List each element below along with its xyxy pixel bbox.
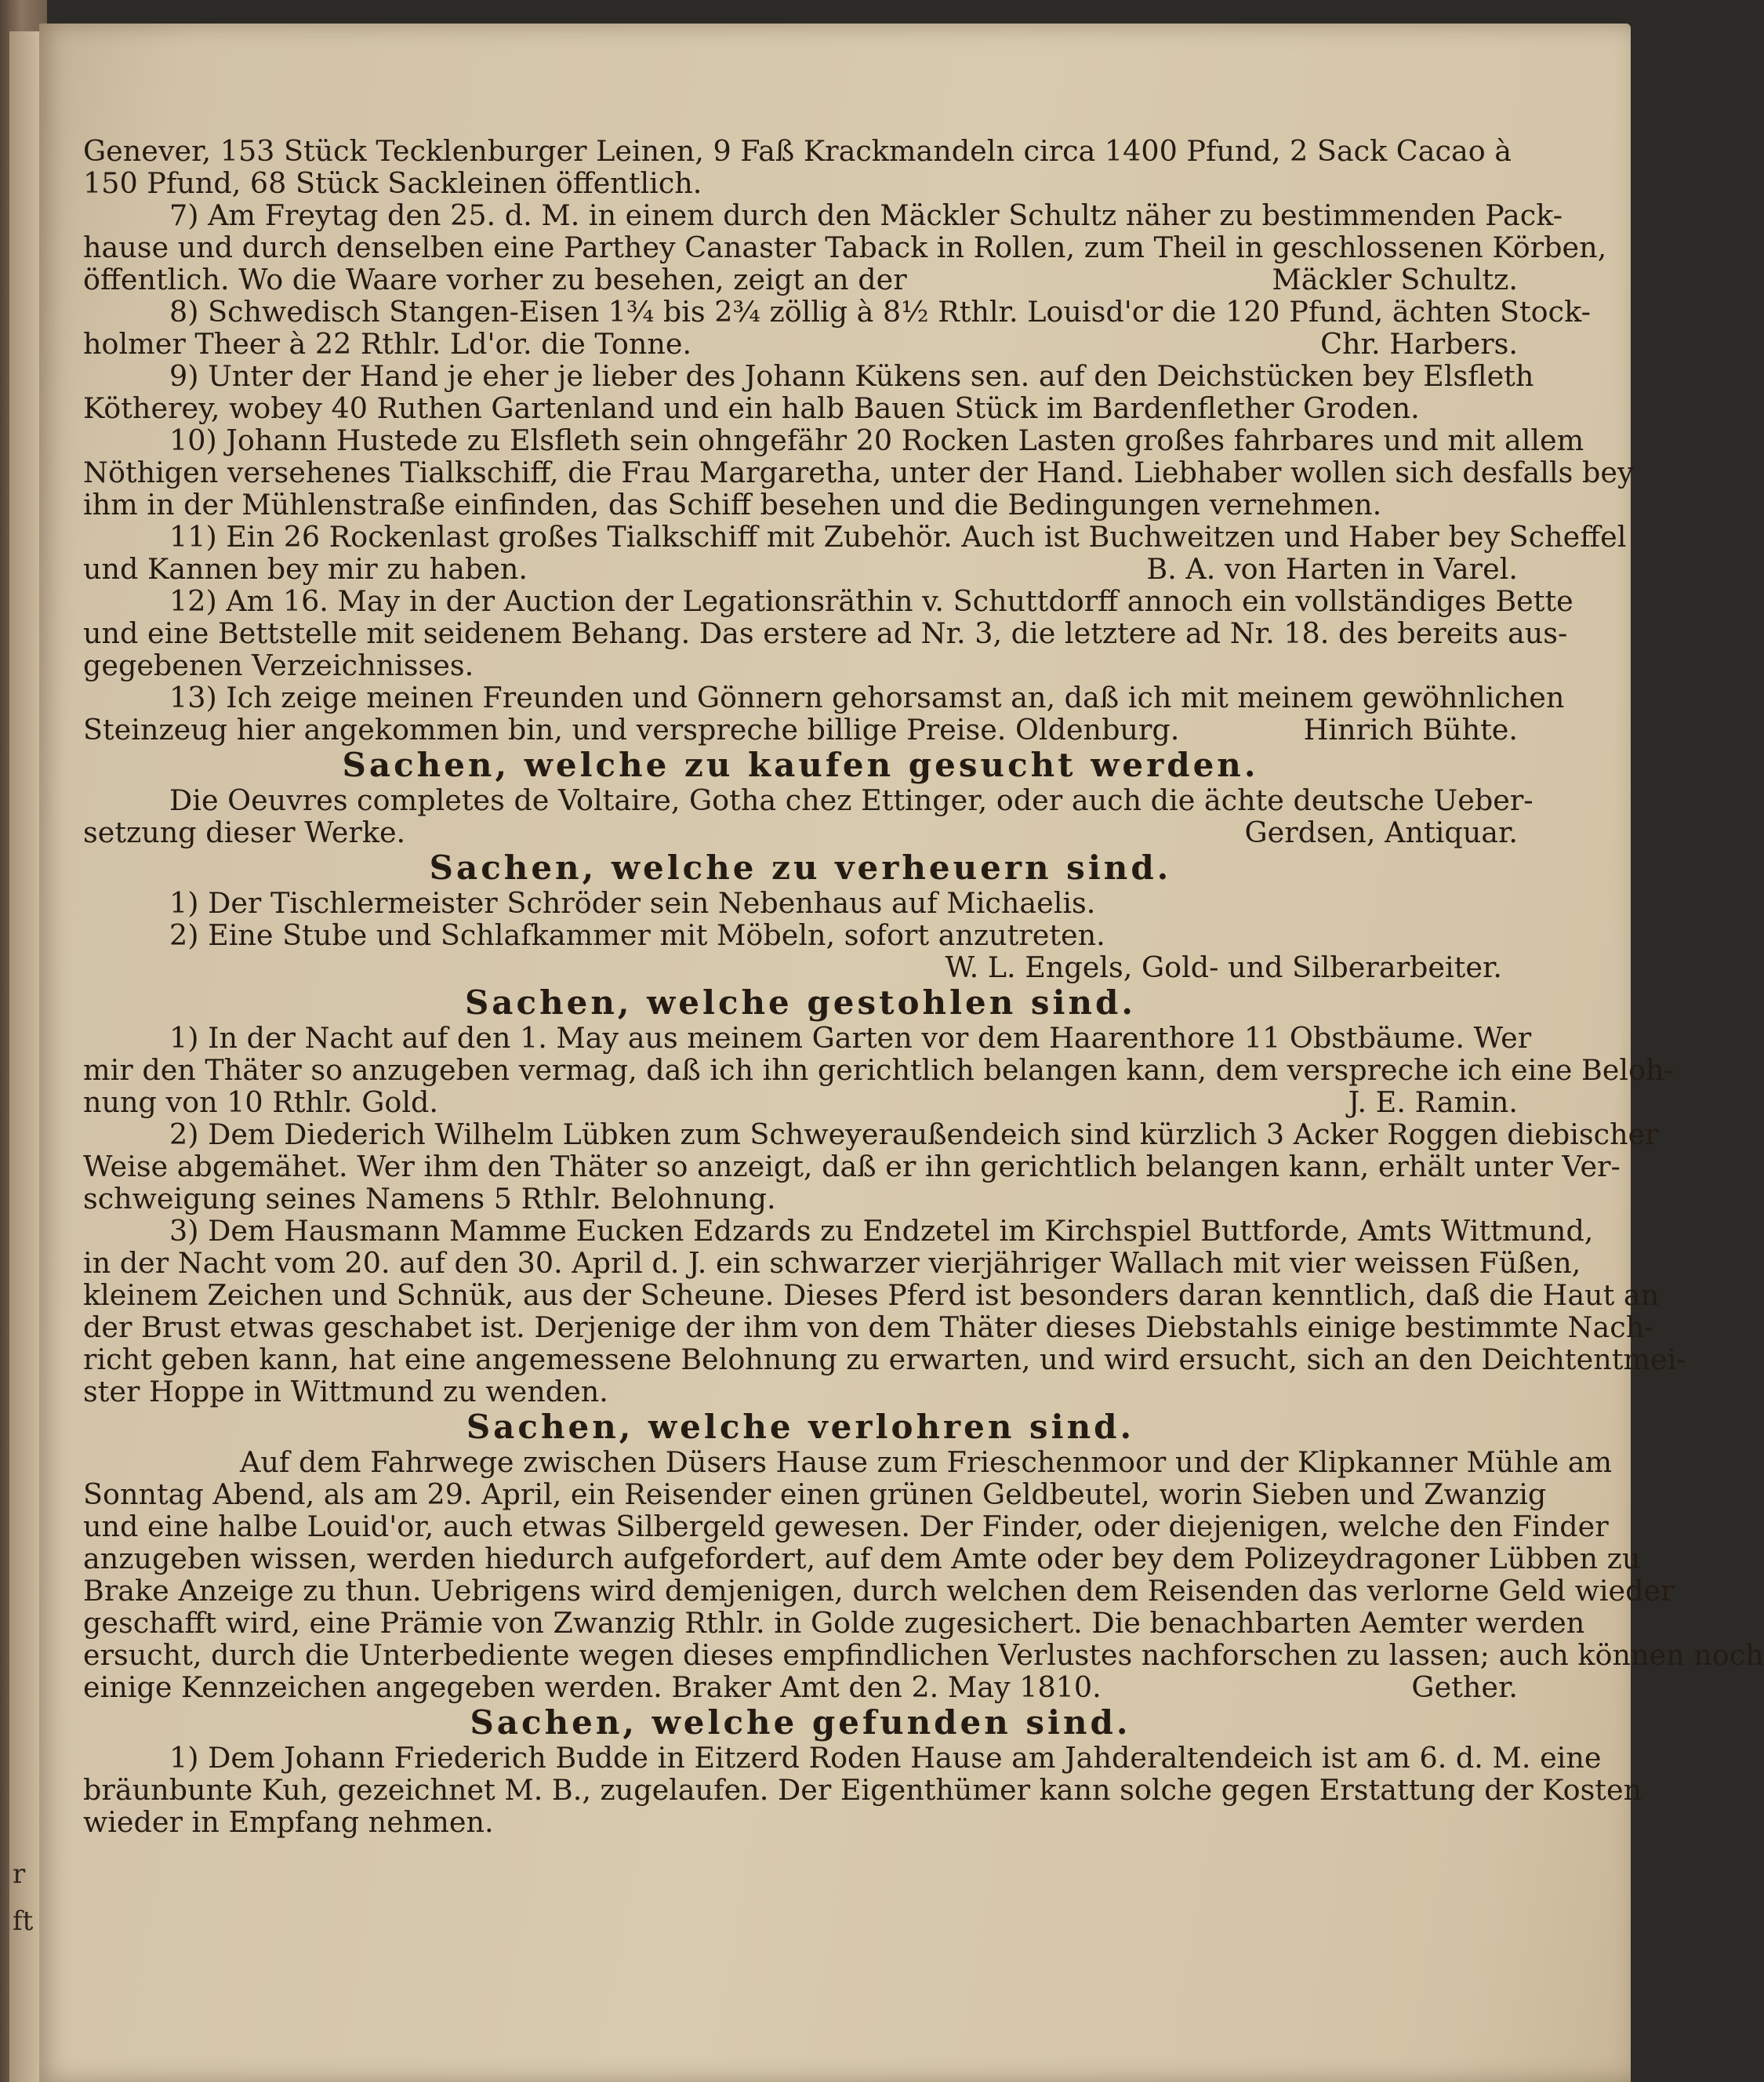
text-line: 8) Schwedisch Stangen-Eisen 1¾ bis 2¾ zöllig à 8½ Rthlr. Louisd'or die 120 Pfund, ächten Stock- — [169, 295, 1591, 329]
text-line — [83, 714, 1518, 746]
text-line: 2) Dem Diederich Wilhelm Lübken zum Schweyeraußendeich sind kürzlich 3 Acker Roggen diebischer — [169, 1117, 1659, 1151]
text-line: kleinem Zeichen und Schnük, aus der Scheune. Dieses Pferd ist besonders daran kenntlich, daß die Haut an — [83, 1278, 1660, 1312]
text-line: mir den Thäter so anzugeben vermag, daß ich ihn gerichtlich belangen kann, dem verspreche ich eine Beloh- — [83, 1053, 1674, 1087]
text-line: Genever, 153 Stück Tecklenburger Leinen, 9 Faß Krackmandeln circa 1400 Pfund, 2 Sack Cacao à — [83, 134, 1512, 168]
section-heading-gefunden: Sachen, welche gefunden sind. — [470, 1703, 1131, 1742]
signature: Gether. — [1411, 1670, 1518, 1704]
text-line: und eine Bettstelle mit seidenem Behang. Das erstere ad Nr. 3, die letztere ad Nr. 18. des bereits aus- — [83, 616, 1568, 650]
text-line: 1) Dem Johann Friederich Budde in Eitzerd Roden Hause am Jahderaltendeich ist am 6. d. M. eine — [169, 1741, 1602, 1775]
text-line: Weise abgemähet. Wer ihm den Thäter so anzeigt, daß er ihn gerichtlich belangen kann, erhält unter Ver- — [83, 1150, 1621, 1183]
text-fragment: Steinzeug hier angekommen bin, und verspreche billige Preise. Oldenburg. — [83, 713, 1180, 747]
signature: Gerdsen, Antiquar. — [1244, 816, 1518, 849]
text-line — [83, 328, 1518, 360]
signature: Mäckler Schultz. — [1272, 263, 1518, 296]
text-line: 1) In der Nacht auf den 1. May aus meinem Garten vor dem Haarenthore 11 Obstbäume. Wer — [169, 1021, 1532, 1055]
section-heading-verheuern: Sachen, welche zu verheuern sind. — [429, 848, 1172, 887]
text-line: 9) Unter der Hand je eher je lieber des Johann Kükens sen. auf den Deichstücken bey Elsfleth — [169, 359, 1534, 393]
text-line: Auf dem Fahrwege zwischen Düsers Hause zum Frieschenmoor und der Klipkanner Mühle am — [240, 1445, 1613, 1479]
section-heading-gestohlen: Sachen, welche gestohlen sind. — [464, 983, 1137, 1022]
signature: Hinrich Bühte. — [1303, 713, 1518, 747]
text-line — [83, 816, 1518, 848]
text-line: Die Oeuvres completes de Voltaire, Gotha chez Ettinger, oder auch die ächte deutsche Ueber- — [169, 783, 1534, 817]
signature: W. L. Engels, Gold- und Silberarbeiter. — [945, 950, 1502, 984]
text-line: schweigung seines Namens 5 Rthlr. Belohnung. — [83, 1182, 776, 1215]
text-line: hause und durch denselben eine Parthey Canaster Taback in Rollen, zum Theil in geschlossenen Körben, — [83, 231, 1607, 264]
text-line: 11) Ein 26 Rockenlast großes Tialkschiff mit Zubehör. Auch ist Buchweitzen und Haber bey Scheffel — [169, 520, 1627, 554]
margin-letter: ft — [13, 1906, 34, 1937]
text-line: Kötherey, wobey 40 Ruthen Gartenland und ein halb Bauen Stück im Bardenflether Groden. — [83, 391, 1420, 425]
text-line: anzugeben wissen, werden hiedurch aufgefordert, auf dem Amte oder bey dem Polizeydragoner Lübben zu — [83, 1542, 1641, 1575]
text-line: und eine halbe Louid'or, auch etwas Silbergeld gewesen. Der Finder, oder diejenigen, welche den Finder — [83, 1510, 1609, 1543]
text-line: 10) Johann Hustede zu Elsfleth sein ohngefähr 20 Rocken Lasten großes fahrbares und mit allem — [169, 423, 1584, 457]
text-fragment: nung von 10 Rthlr. Gold. — [83, 1085, 438, 1119]
text-line: der Brust etwas geschabet ist. Derjenige der ihm von dem Thäter dieses Diebstahls einige bestimmte Nach- — [83, 1310, 1654, 1344]
text-line: 2) Eine Stube und Schlafkammer mit Möbeln, sofort anzutreten. — [169, 918, 1105, 952]
signature: J. E. Ramin. — [1348, 1085, 1518, 1119]
previous-page-edge — [9, 31, 41, 2082]
text-line: Brake Anzeige zu thun. Uebrigens wird demjenigen, durch welchen dem Reisenden das verlorne Geld wieder — [83, 1574, 1675, 1608]
text-line: ster Hoppe in Wittmund zu wenden. — [83, 1375, 608, 1408]
text-fragment: holmer Theer à 22 Rthlr. Ld'or. die Tonne. — [83, 327, 692, 361]
text-line: 7) Am Freytag den 25. d. M. in einem durch den Mäckler Schultz näher zu bestimmenden Pack- — [169, 198, 1563, 232]
text-line — [83, 263, 1518, 296]
text-line — [83, 1086, 1518, 1118]
text-line: geschafft wird, eine Prämie von Zwanzig Rthlr. in Golde zugesichert. Die benachbarten Aemter werden — [83, 1606, 1585, 1640]
page-text — [83, 134, 1764, 1839]
text-line: in der Nacht vom 20. auf den 30. April d. J. ein schwarzer vierjähriger Wallach mit vier weissen Füßen, — [83, 1246, 1581, 1280]
text-line: 12) Am 16. May in der Auction der Legationsräthin v. Schuttdorff annoch ein vollständiges Bette — [169, 584, 1573, 618]
text-fragment: einige Kennzeichen angegeben werden. Braker Amt den 2. May 1810. — [83, 1670, 1102, 1704]
section-heading-verlohren: Sachen, welche verlohren sind. — [466, 1408, 1135, 1446]
text-line: Nöthigen versehenes Tialkschiff, die Frau Margaretha, unter der Hand. Liebhaber wollen sich desfalls bey — [83, 456, 1634, 489]
text-line: wieder in Empfang nehmen. — [83, 1805, 494, 1839]
text-fragment: setzung dieser Werke. — [83, 816, 406, 849]
text-line: gegebenen Verzeichnisses. — [83, 649, 474, 682]
text-line: richt geben kann, hat eine angemessene Belohnung zu erwarten, und wird ersucht, sich an den Deichtentmei- — [83, 1343, 1686, 1376]
margin-letter: r — [13, 1859, 26, 1890]
margin-letters — [13, 1851, 34, 1945]
text-line — [83, 1671, 1518, 1703]
text-line: 3) Dem Hausmann Mamme Eucken Edzards zu Endzetel im Kirchspiel Buttforde, Amts Wittmund, — [169, 1214, 1594, 1248]
text-line: ihm in der Mühlenstraße einfinden, das Schiff besehen und die Bedingungen vernehmen. — [83, 488, 1382, 521]
section-heading-kaufen: Sachen, welche zu kaufen gesucht werden. — [342, 746, 1259, 784]
signature: B. A. von Harten in Varel. — [1146, 552, 1518, 586]
text-line: ersucht, durch die Unterbediente wegen dieses empfindlichen Verlustes nachforschen zu lassen; auch können noch — [83, 1638, 1764, 1672]
signature: Chr. Harbers. — [1320, 327, 1518, 361]
text-line: 150 Pfund, 68 Stück Sackleinen öffentlich. — [83, 166, 702, 200]
text-line: Sonntag Abend, als am 29. April, ein Reisender einen grünen Geldbeutel, worin Sieben und Zwanzig — [83, 1477, 1547, 1511]
text-line: 13) Ich zeige meinen Freunden und Gönnern gehorsamst an, daß ich mit meinem gewöhnlichen — [169, 681, 1565, 714]
text-fragment: und Kannen bey mir zu haben. — [83, 552, 528, 586]
text-fragment: öffentlich. Wo die Waare vorher zu besehen, zeigt an der — [83, 263, 907, 296]
text-line: 1) Der Tischlermeister Schröder sein Nebenhaus auf Michaelis. — [169, 886, 1096, 920]
text-line — [83, 553, 1518, 585]
text-line: bräunbunte Kuh, gezeichnet M. B., zugelaufen. Der Eigenthümer kann solche gegen Erstattung der Kosten — [83, 1773, 1642, 1807]
